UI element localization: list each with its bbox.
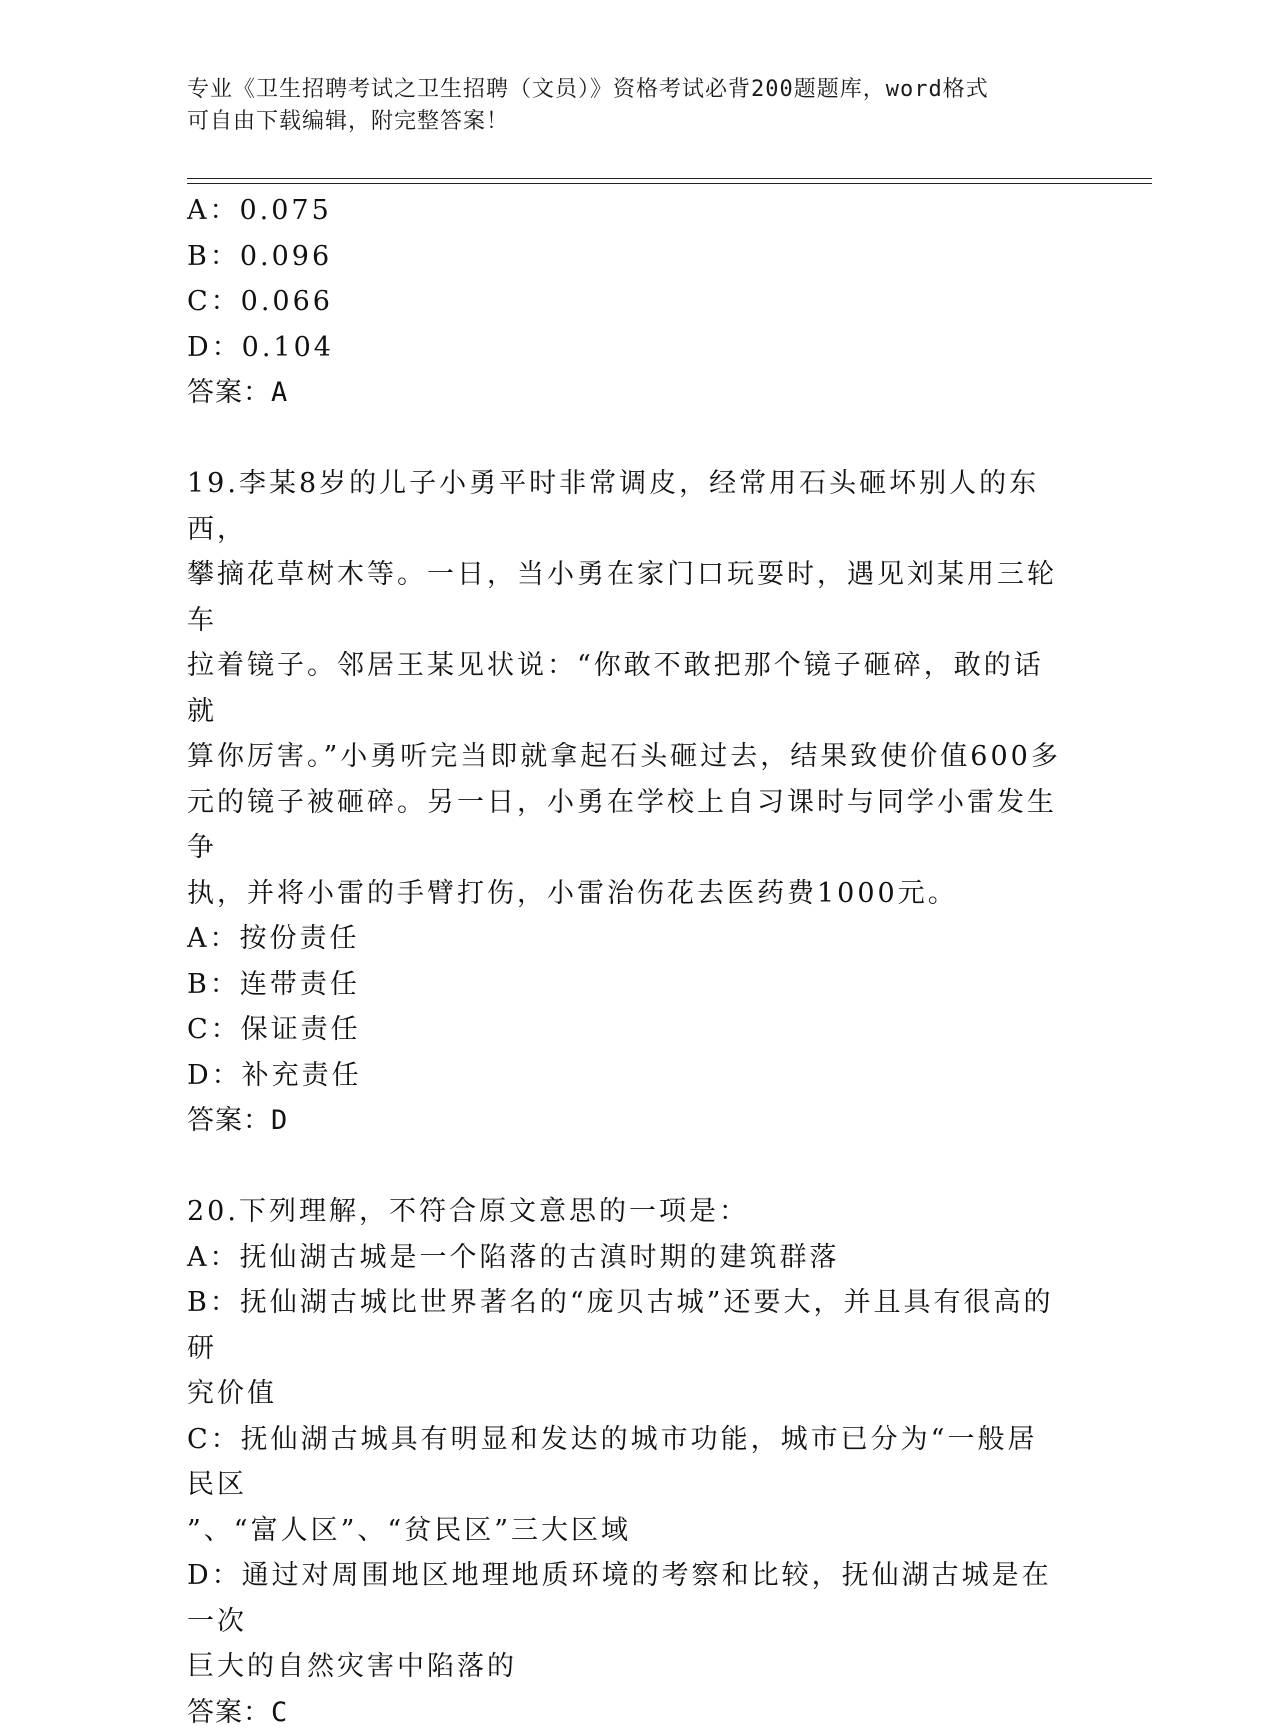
answer: 答案：D	[187, 1098, 1067, 1144]
question-stem-line: 元的镜子被砸碎。另一日，小勇在学校上自习课时与同学小雷发生争	[187, 780, 1067, 871]
answer: 答案：C	[187, 1690, 1067, 1735]
document-body	[187, 188, 1067, 1735]
question-20	[187, 1189, 1067, 1735]
question-stem-line: 算你厉害。”小勇听完当即就拿起石头砸过去，结果致使价值600多	[187, 734, 1067, 780]
question-stem-line: 20.下列理解，不符合原文意思的一项是：	[187, 1189, 1067, 1235]
question-19	[187, 461, 1067, 1144]
option-c: C：抚仙湖古城具有明显和发达的城市功能，城市已分为“一般居民区	[187, 1417, 1067, 1508]
answer: 答案：A	[187, 370, 1067, 416]
option-b: B：连带责任	[187, 962, 1067, 1008]
option-d: D：补充责任	[187, 1053, 1067, 1099]
option-c: C：0.066	[187, 279, 1067, 325]
option-a: A：按份责任	[187, 916, 1067, 962]
header-line-2: 可自由下载编辑，附完整答案！	[187, 106, 1067, 138]
question-stem-line: 19.李某8岁的儿子小勇平时非常调皮，经常用石头砸坏别人的东西，	[187, 461, 1067, 552]
option-d: D：0.104	[187, 325, 1067, 371]
option-c-continued: ”、“富人区”、“贫民区”三大区域	[187, 1508, 1067, 1554]
header-rule-top	[187, 178, 1152, 179]
option-b: B：0.096	[187, 234, 1067, 280]
document-header	[187, 74, 1067, 138]
option-a: A：0.075	[187, 188, 1067, 234]
spacer	[187, 1144, 1067, 1190]
option-a: A：抚仙湖古城是一个陷落的古滇时期的建筑群落	[187, 1235, 1067, 1281]
header-rule-bottom	[187, 183, 1152, 184]
option-d: D：通过对周围地区地理地质环境的考察和比较，抚仙湖古城是在一次	[187, 1553, 1067, 1644]
option-c: C：保证责任	[187, 1007, 1067, 1053]
question-stem-line: 执，并将小雷的手臂打伤，小雷治伤花去医药费1000元。	[187, 871, 1067, 917]
option-d-continued: 巨大的自然灾害中陷落的	[187, 1644, 1067, 1690]
option-b: B：抚仙湖古城比世界著名的“庞贝古城”还要大，并且具有很高的研	[187, 1280, 1067, 1371]
question-stem-line: 拉着镜子。邻居王某见状说：“你敢不敢把那个镜子砸碎，敢的话就	[187, 643, 1067, 734]
spacer	[187, 416, 1067, 462]
option-b-continued: 究价值	[187, 1371, 1067, 1417]
question-18	[187, 188, 1067, 416]
question-stem-line: 攀摘花草树木等。一日，当小勇在家门口玩耍时，遇见刘某用三轮车	[187, 552, 1067, 643]
header-line-1: 专业《卫生招聘考试之卫生招聘（文员）》资格考试必背200题题库，word格式	[187, 74, 1067, 106]
